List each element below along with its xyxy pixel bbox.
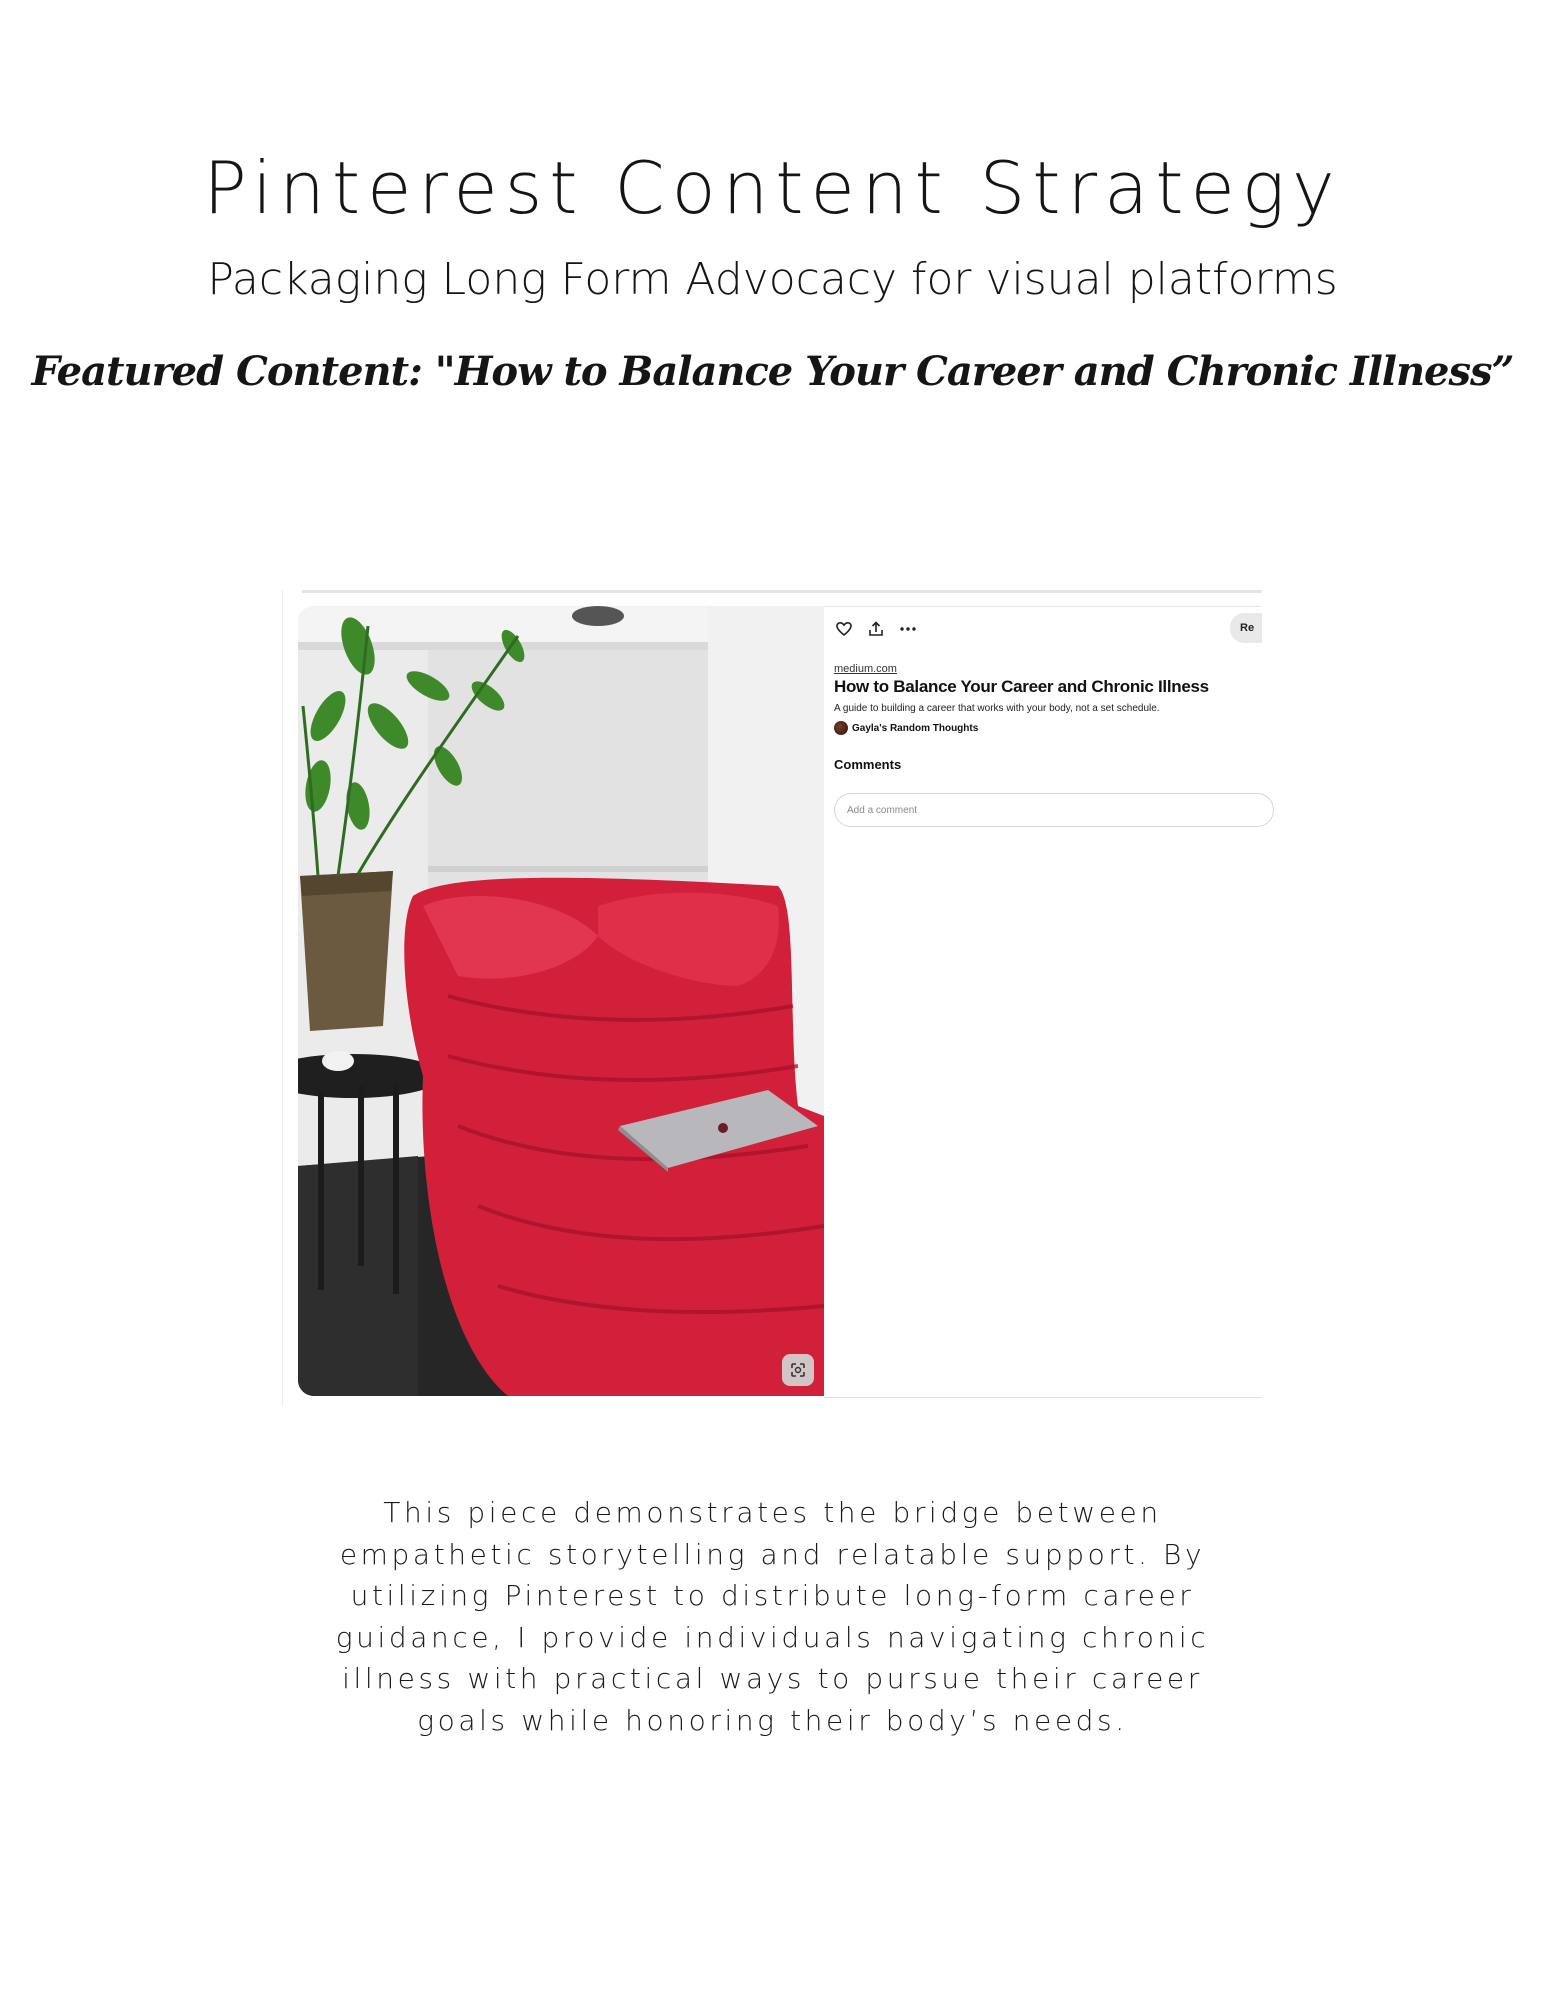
pin-description: A guide to building a career that works with your body, not a set schedule.	[834, 703, 1160, 714]
description-paragraph: This piece demonstrates the bridge between empathetic storytelling and relatable support. By utilizing Pinterest to distribute long-form career guidance, I provide individuals navigating chronic illness with practical ways to pursue their career goals while honoring their body’s needs.	[335, 1496, 1210, 1737]
pin-details-panel	[824, 606, 1262, 1398]
heart-icon	[836, 621, 852, 637]
pin-actions	[834, 619, 918, 639]
comment-input[interactable]	[834, 793, 1274, 827]
pin-source-link[interactable]: medium.com	[834, 663, 897, 675]
red-chair-photo	[298, 606, 824, 1396]
screenshot-left-border	[282, 590, 283, 1406]
page-subtitle: Packaging Long Form Advocacy for visual platforms	[207, 254, 1338, 305]
pin-author[interactable]	[834, 721, 978, 735]
avatar[interactable]	[834, 721, 848, 735]
share-icon	[868, 621, 884, 637]
like-button[interactable]	[834, 619, 854, 639]
page-title: Pinterest Content Strategy	[203, 146, 1342, 230]
more-icon	[899, 621, 917, 637]
pinterest-screenshot	[282, 590, 1262, 1406]
pin-title[interactable]: How to Balance Your Career and Chronic Illness	[834, 677, 1209, 696]
pin-image[interactable]	[298, 606, 824, 1396]
comments-heading: Comments	[834, 757, 902, 772]
more-options-button[interactable]	[898, 619, 918, 639]
visual-search-button[interactable]	[782, 1354, 814, 1386]
share-button[interactable]	[866, 619, 886, 639]
screenshot-top-border	[302, 590, 1262, 593]
visual-search-icon	[789, 1361, 807, 1379]
save-button[interactable]: Re	[1230, 613, 1262, 643]
comment-placeholder: Add a comment	[847, 805, 918, 816]
author-name[interactable]: Gayla's Random Thoughts	[852, 722, 979, 734]
featured-content-heading: Featured Content: "How to Balance Your Career and Chronic Illness”	[31, 348, 1514, 395]
